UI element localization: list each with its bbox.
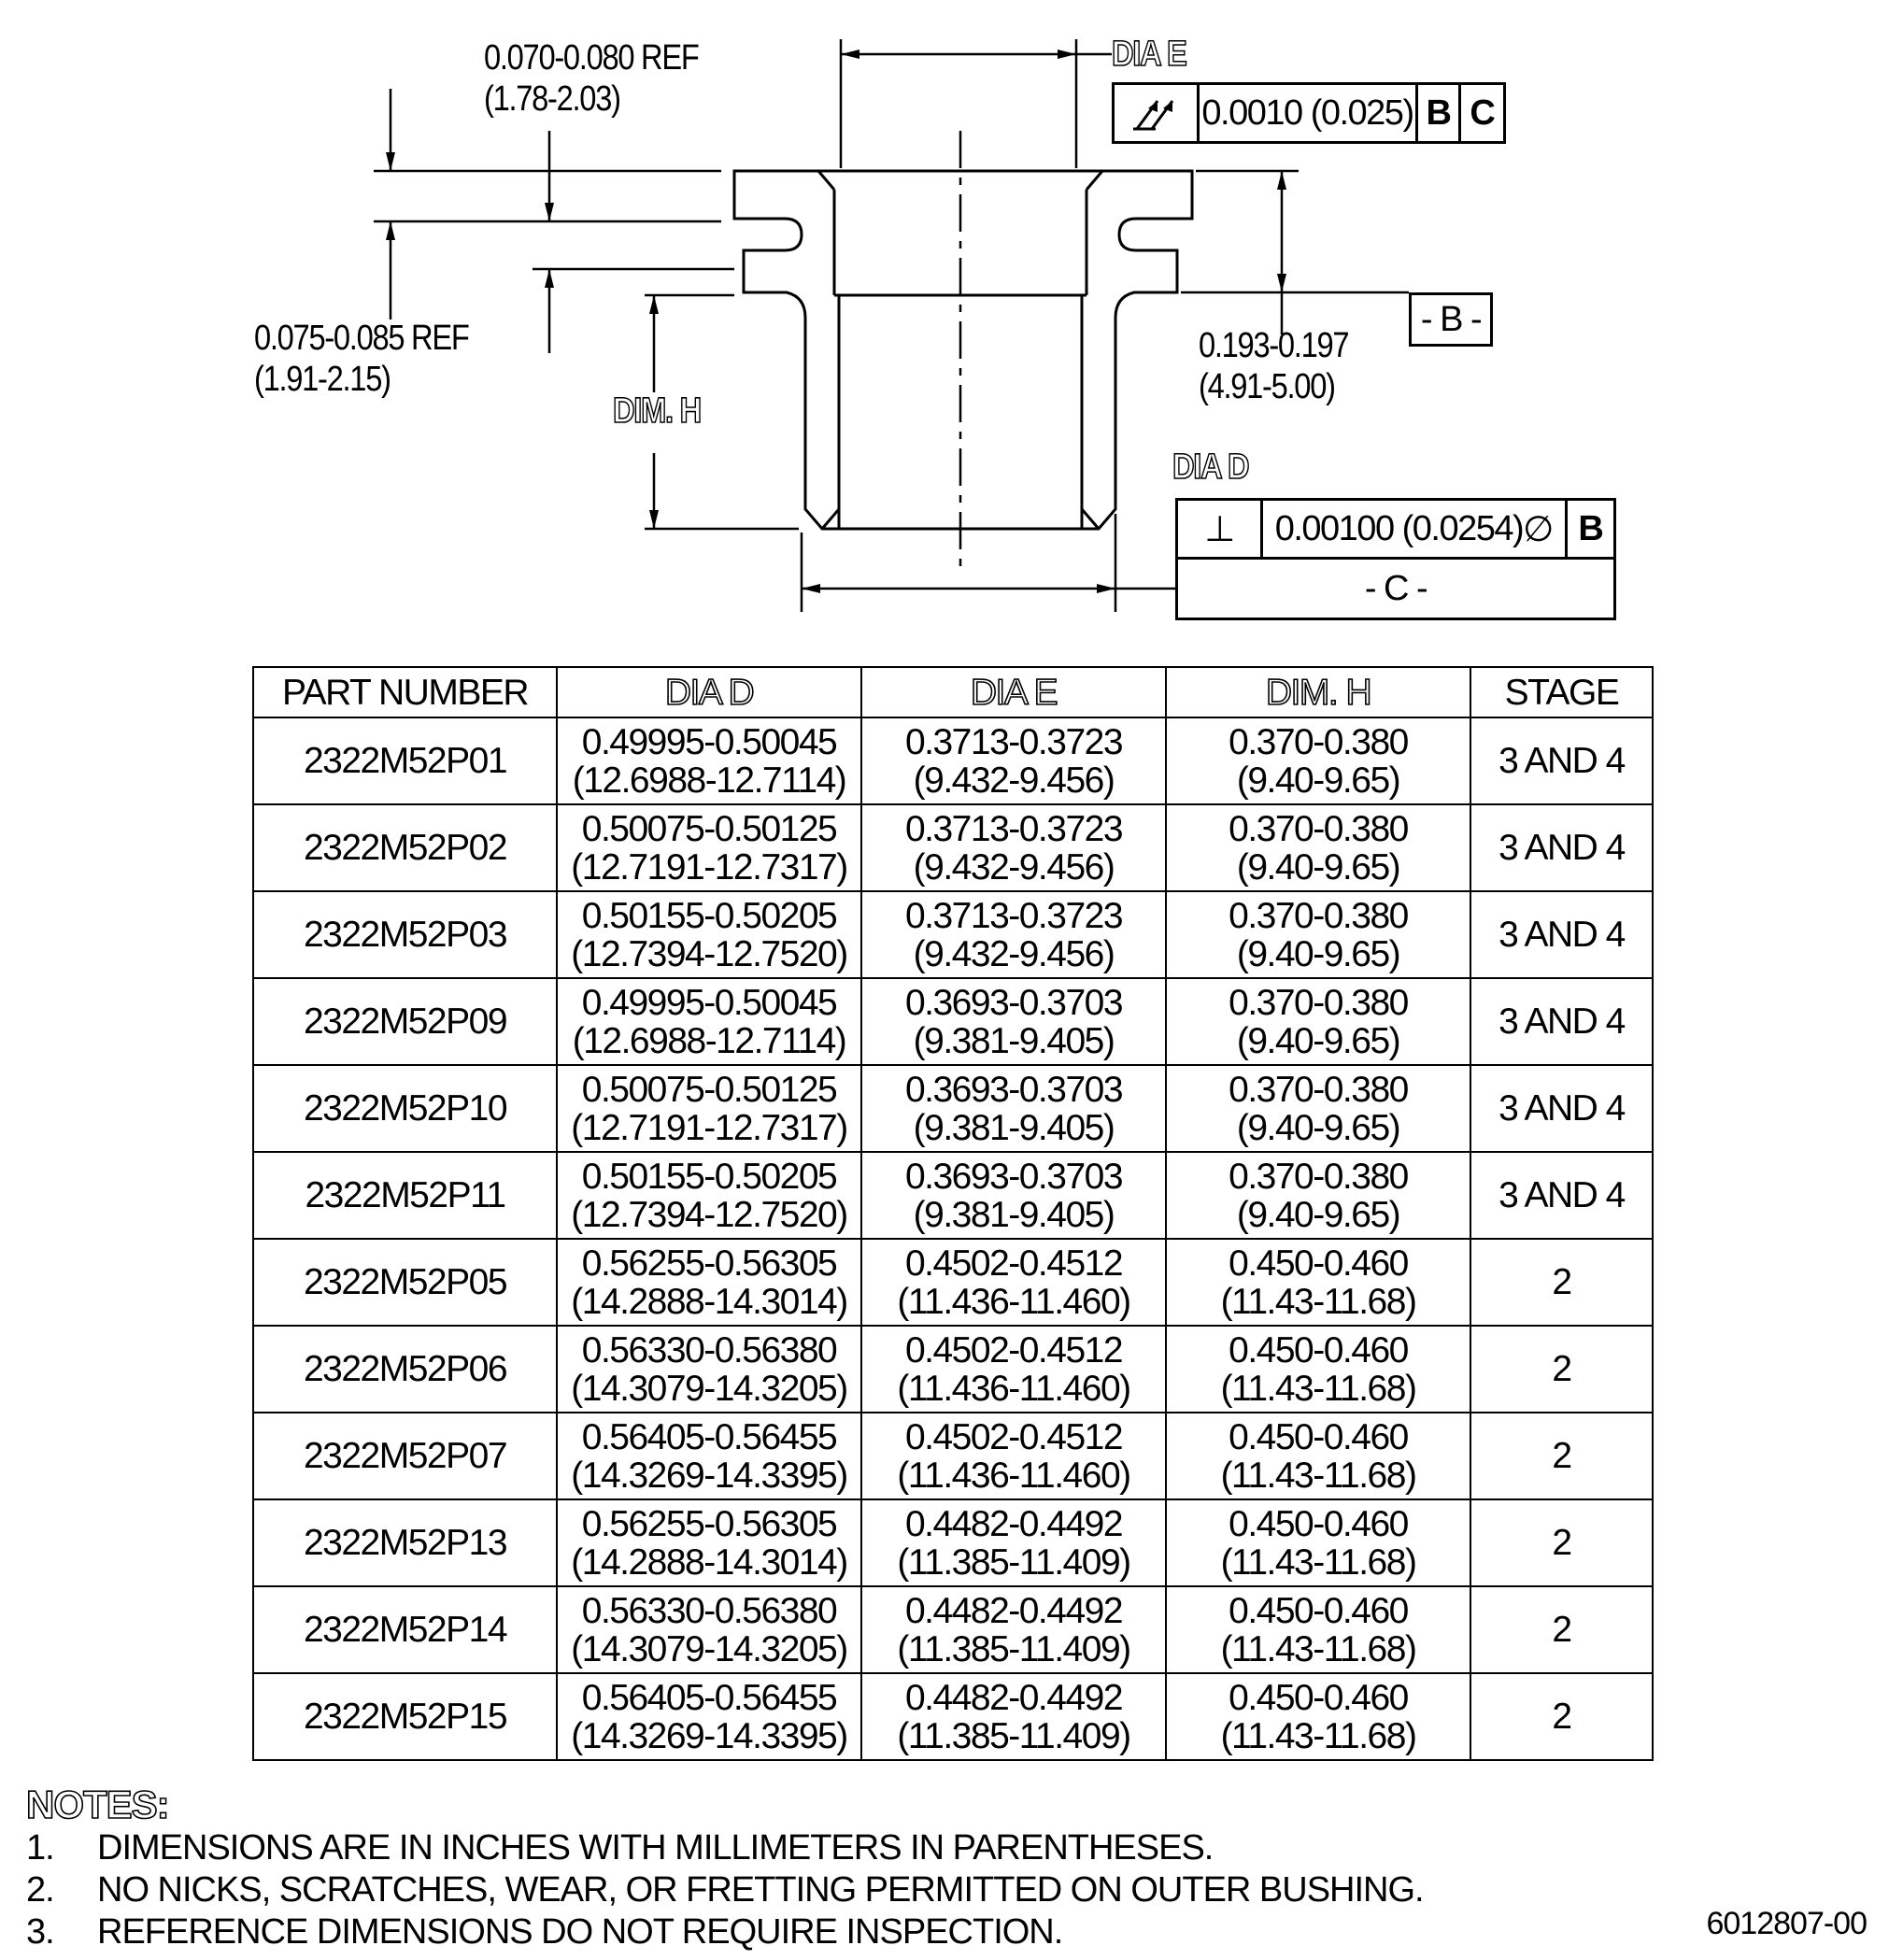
part-number-cell-line: 2322M52P11 — [305, 1175, 505, 1215]
datum-b-box — [1409, 292, 1493, 347]
note-text: REFERENCE DIMENSIONS DO NOT REQUIRE INSPECTION. — [97, 1912, 1063, 1952]
dia-d-cell-line: 0.50155-0.50205 — [581, 895, 837, 936]
table-row — [253, 1499, 1653, 1586]
dia-e-cell-line: (9.432-9.456) — [913, 933, 1115, 974]
dim-h-cell — [1166, 1586, 1470, 1673]
table-row — [253, 1673, 1653, 1760]
perp-tolerance-cell — [1263, 501, 1568, 557]
part-number-cell — [253, 717, 557, 804]
stage-cell — [1470, 1586, 1653, 1673]
parts-table-body — [253, 717, 1653, 1760]
dim-h-cell — [1166, 1673, 1470, 1760]
datum-c-text: - C - — [1364, 568, 1427, 608]
part-number-cell — [253, 891, 557, 978]
part-number-cell-line: 2322M52P06 — [303, 1349, 507, 1389]
stage-cell-line: 3 AND 4 — [1498, 1001, 1625, 1042]
dia-d-cell-line: (14.2888-14.3014) — [571, 1541, 847, 1583]
dia-e-cell — [861, 1673, 1166, 1760]
dim-h-cell-line: (11.43-11.68) — [1220, 1281, 1416, 1322]
table-row — [253, 1065, 1653, 1152]
table-row — [253, 1152, 1653, 1239]
ref-left-label: 0.075-0.085 REF (1.91-2.15) — [254, 319, 469, 399]
dia-d-label: DIA D — [1172, 447, 1249, 487]
stage-cell-line: 3 AND 4 — [1498, 915, 1625, 955]
table-row — [253, 978, 1653, 1065]
perpendicularity-icon: ⊥ — [1178, 501, 1263, 557]
dia-e-cell-line: (9.381-9.405) — [913, 1020, 1115, 1061]
runout-tolerance: 0.0010 (0.025) — [1200, 85, 1419, 141]
dia-d-cell — [557, 1326, 861, 1413]
dim-h-cell — [1166, 1152, 1470, 1239]
dia-e-cell — [861, 717, 1166, 804]
stage-cell — [1470, 978, 1653, 1065]
stage-cell-line: 3 AND 4 — [1498, 828, 1625, 868]
dim-h-cell-line: (9.40-9.65) — [1236, 1107, 1400, 1148]
part-number-cell-line: 2322M52P01 — [303, 741, 507, 781]
dia-d-cell — [557, 978, 861, 1065]
dia-d-cell — [557, 717, 861, 804]
dim-h-cell-line: 0.370-0.380 — [1229, 1069, 1408, 1110]
dia-e-cell-line: 0.4502-0.4512 — [904, 1329, 1123, 1371]
stage-cell-line: 2 — [1552, 1436, 1571, 1476]
dia-d-cell-line: (14.3079-14.3205) — [571, 1628, 847, 1669]
dia-d-cell-line: (14.3269-14.3395) — [571, 1715, 847, 1756]
runout-datum-c: C — [1470, 92, 1495, 133]
dia-e-cell-line: 0.3693-0.3703 — [904, 982, 1123, 1023]
stage-cell — [1470, 1413, 1653, 1499]
bushing-outline — [734, 171, 1192, 529]
dia-d-cell-line: 0.50155-0.50205 — [581, 1156, 837, 1197]
dim-h-cell — [1166, 1239, 1470, 1326]
dim-h-cell-line: 0.370-0.380 — [1229, 1156, 1408, 1197]
dim-h-cell — [1166, 717, 1470, 804]
note-number: 3. — [26, 1912, 54, 1952]
note-item — [26, 1869, 1424, 1911]
datum-c-box — [1175, 557, 1616, 620]
dim-h-cell-line: 0.370-0.380 — [1229, 808, 1408, 849]
stage-cell-line: 2 — [1552, 1523, 1571, 1563]
stage-cell — [1470, 1499, 1653, 1586]
stage-cell-line: 3 AND 4 — [1498, 1088, 1625, 1129]
dia-d-cell-line: 0.56255-0.56305 — [581, 1503, 837, 1544]
table-row — [253, 717, 1653, 804]
dia-e-cell — [861, 1065, 1166, 1152]
dim-h-cell-line: (9.40-9.65) — [1236, 760, 1400, 801]
bore-chamfer-bottom-right — [1082, 509, 1099, 529]
dia-d-cell-line: 0.49995-0.50045 — [581, 721, 837, 762]
dia-e-cell-line: 0.4502-0.4512 — [904, 1243, 1123, 1284]
stage-cell-line: 3 AND 4 — [1498, 741, 1625, 781]
bore-chamfer-left — [818, 171, 834, 190]
dia-d-cell — [557, 1152, 861, 1239]
part-number-cell — [253, 1152, 557, 1239]
note-item — [26, 1911, 1424, 1953]
part-number-cell — [253, 1586, 557, 1673]
dia-e-cell-line: (9.381-9.405) — [913, 1107, 1115, 1148]
dim-h-cell-line: (9.40-9.65) — [1236, 1194, 1400, 1235]
header-stage: STAGE — [1470, 667, 1653, 717]
dia-d-cell — [557, 1673, 861, 1760]
perp-datum-b: B — [1578, 508, 1603, 548]
stage-cell-line: 2 — [1552, 1349, 1571, 1389]
header-part-number: PART NUMBER — [253, 667, 557, 717]
dia-e-cell-line: (9.381-9.405) — [913, 1194, 1115, 1235]
runout-datum-b: B — [1418, 85, 1460, 141]
diameter-icon: ∅ — [1523, 509, 1553, 549]
dim-h-cell-line: 0.450-0.460 — [1229, 1503, 1408, 1544]
dia-e-cell — [861, 891, 1166, 978]
dim-h-cell — [1166, 891, 1470, 978]
dim-h-cell-line: 0.450-0.460 — [1229, 1590, 1408, 1631]
stage-cell — [1470, 804, 1653, 891]
dia-d-cell-line: (14.2888-14.3014) — [571, 1281, 847, 1322]
dia-d-cell-line: 0.56330-0.56380 — [581, 1590, 837, 1631]
part-number-cell — [253, 1673, 557, 1760]
dia-d-cell-line: 0.56405-0.56455 — [581, 1416, 837, 1457]
dia-e-cell-line: 0.3713-0.3723 — [904, 895, 1123, 936]
part-number-cell-line: 2322M52P07 — [303, 1436, 507, 1476]
part-number-cell — [253, 1326, 557, 1413]
table-row — [253, 1413, 1653, 1499]
dim-h-cell — [1166, 1499, 1470, 1586]
dia-e-cell-line: 0.4482-0.4492 — [904, 1677, 1123, 1718]
dia-e-cell — [861, 1413, 1166, 1499]
dia-d-cell — [557, 1413, 861, 1499]
table-row — [253, 804, 1653, 891]
stage-cell — [1470, 1673, 1653, 1760]
dim-h-cell-line: 0.450-0.460 — [1229, 1416, 1408, 1457]
dia-d-cell-line: (12.6988-12.7114) — [572, 760, 846, 801]
dim-h-cell-line: (9.40-9.65) — [1236, 1020, 1400, 1061]
note-item — [26, 1827, 1424, 1869]
dim-h-cell-line: 0.450-0.460 — [1229, 1329, 1408, 1371]
dia-d-cell — [557, 1065, 861, 1152]
dia-d-cell-line: (14.3079-14.3205) — [571, 1368, 847, 1409]
dia-d-cell-line: 0.50075-0.50125 — [581, 1069, 837, 1110]
dia-e-cell-line: (9.432-9.456) — [913, 760, 1115, 801]
dia-e-cell — [861, 1586, 1166, 1673]
parts-table — [252, 666, 1654, 1761]
dim-h-cell — [1166, 978, 1470, 1065]
stage-cell-line: 2 — [1552, 1610, 1571, 1650]
header-dim-h: DIM. H — [1166, 667, 1470, 717]
dia-e-cell-line: (9.432-9.456) — [913, 846, 1115, 888]
part-number-cell — [253, 804, 557, 891]
notes-title: NOTES: — [26, 1782, 169, 1826]
dia-d-cell-line: (14.3269-14.3395) — [571, 1455, 847, 1496]
dia-d-cell — [557, 1586, 861, 1673]
dia-d-cell-line: (12.7394-12.7520) — [571, 933, 847, 974]
dim-h-cell-line: 0.450-0.460 — [1229, 1243, 1408, 1284]
dim-h-cell — [1166, 1413, 1470, 1499]
part-number-cell — [253, 1065, 557, 1152]
note-number: 1. — [26, 1828, 54, 1868]
notes-section — [26, 1782, 1424, 1953]
part-number-cell — [253, 1413, 557, 1499]
dia-e-cell-line: 0.4482-0.4492 — [904, 1503, 1123, 1544]
dia-e-cell-line: (11.385-11.409) — [897, 1628, 1130, 1669]
dia-d-cell — [557, 891, 861, 978]
dia-e-cell-line: (11.436-11.460) — [897, 1281, 1130, 1322]
table-header-row — [253, 667, 1653, 717]
dim-h-cell — [1166, 804, 1470, 891]
datum-b-text: - B - — [1420, 299, 1482, 339]
stage-cell-line: 2 — [1552, 1262, 1571, 1302]
dia-e-cell-line: 0.3713-0.3723 — [904, 808, 1123, 849]
dim-h-cell-line: (9.40-9.65) — [1236, 933, 1400, 974]
part-number-cell-line: 2322M52P10 — [303, 1088, 507, 1129]
dia-d-cell — [557, 804, 861, 891]
total-runout-icon — [1115, 85, 1200, 141]
stage-cell — [1470, 1152, 1653, 1239]
header-dia-d: DIA D — [557, 667, 861, 717]
dim-h-cell — [1166, 1065, 1470, 1152]
dia-d-cell-line: 0.56405-0.56455 — [581, 1677, 837, 1718]
dim-h-cell-line: (11.43-11.68) — [1220, 1628, 1416, 1669]
document-number: 6012807-00 — [1706, 1906, 1867, 1941]
dia-e-cell — [861, 1499, 1166, 1586]
dia-e-cell — [861, 1239, 1166, 1326]
dia-e-cell-line: 0.3713-0.3723 — [904, 721, 1123, 762]
dia-e-cell-line: (11.436-11.460) — [897, 1368, 1130, 1409]
dia-d-cell-line: (12.7191-12.7317) — [571, 1107, 847, 1148]
dia-e-cell-line: (11.436-11.460) — [897, 1455, 1130, 1496]
dia-e-cell-line: (11.385-11.409) — [897, 1541, 1130, 1583]
dim-h-cell-line: (11.43-11.68) — [1220, 1541, 1416, 1583]
dia-e-cell-line: 0.4482-0.4492 — [904, 1590, 1123, 1631]
dia-d-cell-line: 0.56330-0.56380 — [581, 1329, 837, 1371]
part-number-cell-line: 2322M52P03 — [303, 915, 507, 955]
bore-chamfer-right — [1087, 171, 1102, 190]
stage-cell — [1470, 891, 1653, 978]
dia-d-cell-line: (12.7191-12.7317) — [571, 846, 847, 888]
note-number: 2. — [26, 1870, 54, 1910]
part-number-cell-line: 2322M52P05 — [303, 1262, 507, 1302]
part-number-cell — [253, 978, 557, 1065]
table-row — [253, 1326, 1653, 1413]
stage-cell-line: 2 — [1552, 1697, 1571, 1737]
dia-d-cell-line: (12.6988-12.7114) — [572, 1020, 846, 1061]
dia-e-cell — [861, 804, 1166, 891]
stage-cell — [1470, 1239, 1653, 1326]
dim-h-cell-line: 0.370-0.380 — [1229, 895, 1408, 936]
note-text: DIMENSIONS ARE IN INCHES WITH MILLIMETERS IN PARENTHESES. — [97, 1828, 1214, 1868]
dia-d-cell-line: 0.50075-0.50125 — [581, 808, 837, 849]
stage-cell — [1470, 1326, 1653, 1413]
part-number-cell — [253, 1239, 557, 1326]
dia-e-cell-line: 0.4502-0.4512 — [904, 1416, 1123, 1457]
dim-h-cell-line: (9.40-9.65) — [1236, 846, 1400, 888]
ref-top-label: 0.070-0.080 REF (1.78-2.03) — [484, 38, 699, 119]
note-text: NO NICKS, SCRATCHES, WEAR, OR FRETTING PERMITTED ON OUTER BUSHING. — [97, 1870, 1424, 1910]
dim-h-cell-line: (11.43-11.68) — [1220, 1715, 1416, 1756]
table-row — [253, 891, 1653, 978]
dia-d-cell-line: (12.7394-12.7520) — [571, 1194, 847, 1235]
dim-h-cell-line: 0.370-0.380 — [1229, 982, 1408, 1023]
dia-d-cell — [557, 1239, 861, 1326]
part-number-cell-line: 2322M52P09 — [303, 1001, 507, 1042]
part-number-cell-line: 2322M52P02 — [303, 828, 507, 868]
bore-chamfer-bottom-left — [822, 509, 839, 529]
perp-tolerance: 0.00100 (0.0254) — [1274, 508, 1524, 548]
part-number-cell-line: 2322M52P15 — [303, 1697, 507, 1737]
flange-height-label: 0.193-0.197 (4.91-5.00) — [1199, 326, 1349, 406]
part-number-cell-line: 2322M52P14 — [303, 1610, 507, 1650]
dia-e-cell-line: 0.3693-0.3703 — [904, 1069, 1123, 1110]
runout-control-frame — [1112, 82, 1506, 144]
dim-h-cell-line: (11.43-11.68) — [1220, 1455, 1416, 1496]
stage-cell-line: 3 AND 4 — [1498, 1175, 1625, 1215]
dia-e-cell — [861, 1152, 1166, 1239]
dim-h-cell-line: 0.370-0.380 — [1229, 721, 1408, 762]
header-dia-e: DIA E — [861, 667, 1166, 717]
table-row — [253, 1586, 1653, 1673]
stage-cell — [1470, 717, 1653, 804]
stage-cell — [1470, 1065, 1653, 1152]
part-number-cell-line: 2322M52P13 — [303, 1523, 507, 1563]
dia-e-cell — [861, 978, 1166, 1065]
perpendicularity-control-frame — [1175, 498, 1616, 560]
dia-e-cell — [861, 1326, 1166, 1413]
part-number-cell — [253, 1499, 557, 1586]
dim-h-label: DIM. H — [613, 391, 701, 431]
dia-d-cell — [557, 1499, 861, 1586]
dim-h-cell-line: (11.43-11.68) — [1220, 1368, 1416, 1409]
dia-e-label: DIA E — [1112, 35, 1186, 74]
dia-e-cell-line: (11.385-11.409) — [897, 1715, 1130, 1756]
dim-h-cell-line: 0.450-0.460 — [1229, 1677, 1408, 1718]
table-row — [253, 1239, 1653, 1326]
dia-d-cell-line: 0.56255-0.56305 — [581, 1243, 837, 1284]
dia-e-cell-line: 0.3693-0.3703 — [904, 1156, 1123, 1197]
dia-d-cell-line: 0.49995-0.50045 — [581, 982, 837, 1023]
dim-h-cell — [1166, 1326, 1470, 1413]
